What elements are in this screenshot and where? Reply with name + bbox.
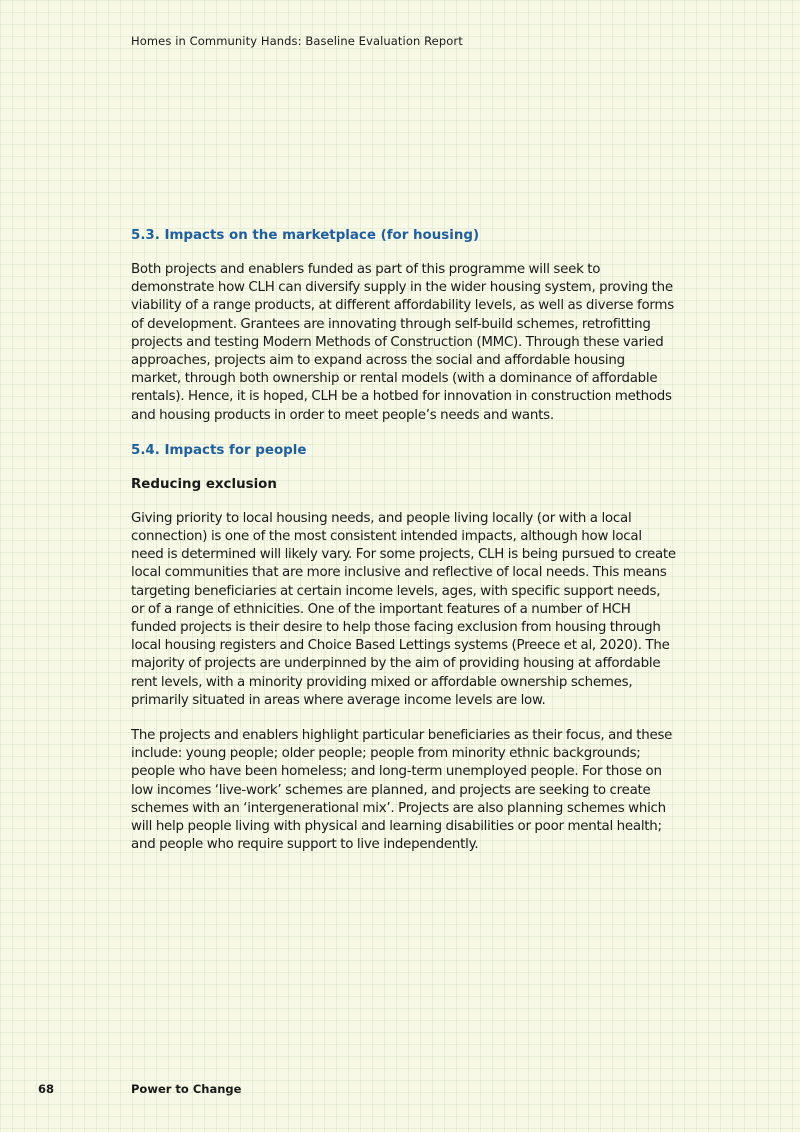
paragraph-marketplace: Both projects and enablers funded as part of this programme will seek to demonstrate how CLH can diversify supply in the wider housing system, proving the viability of a range products, at different affordability levels, as well as diverse forms of development. Grantees are innovating through self-build schemes, retrofitting projects and testing Modern Methods of Construction (MMC). Through these varied approaches, projects aim to expand across the social and affordable housing market, through both ownership or rental models (with a dominance of affordable rentals). Hence, it is hoped, CLH be a hotbed for innovation in construction methods and housing products in order to meet people’s needs and wants.: [131, 262, 674, 423]
page-number: 68: [38, 1082, 55, 1096]
section-heading-5-3: 5.3. Impacts on the marketplace (for housing): [131, 228, 480, 243]
section-heading-5-4: 5.4. Impacts for people: [131, 442, 307, 458]
paragraph-local-needs: Giving priority to local housing needs, and people living locally (or with a local connection) is one of the most consistent intended impacts, although how local need is determined will likely vary. For some projects, CLH is being pursued to create local communities that are more inclusive and reflective of local needs. This means targeting beneficiaries at certain income levels, ages, with specific support needs, or of a range of ethnicities. One of the important features of a number of HCH funded projects is their desire to help those facing exclusion from housing through local housing registers and Choice Based Lettings systems (Preece et al, 2020). The majority of projects are underpinned by the aim of providing housing at affordable rent levels, with a minority providing mixed or affordable ownership schemes, primarily situated in areas where average income levels are low.: [131, 510, 676, 708]
paragraph-beneficiaries: The projects and enablers highlight particular beneficiaries as their focus, and these include: young people; older people; people from minority ethnic backgrounds; people who have been homeless; and long-term unemployed people. For those on low incomes ‘live-work’ schemes are planned, and projects are seeking to create schemes with an ‘intergenerational mix’. Projects are also planning schemes which will help people living with physical and learning disabilities or poor mental health; and people who require support to live independently.: [131, 728, 673, 853]
footer-brand: Power to Change: [131, 1082, 242, 1096]
subheading-reducing-exclusion: Reducing exclusion: [131, 476, 277, 492]
running-header-title: Homes in Community Hands: Baseline Evaluation Report: [131, 34, 463, 48]
page-content: [131, 227, 676, 854]
